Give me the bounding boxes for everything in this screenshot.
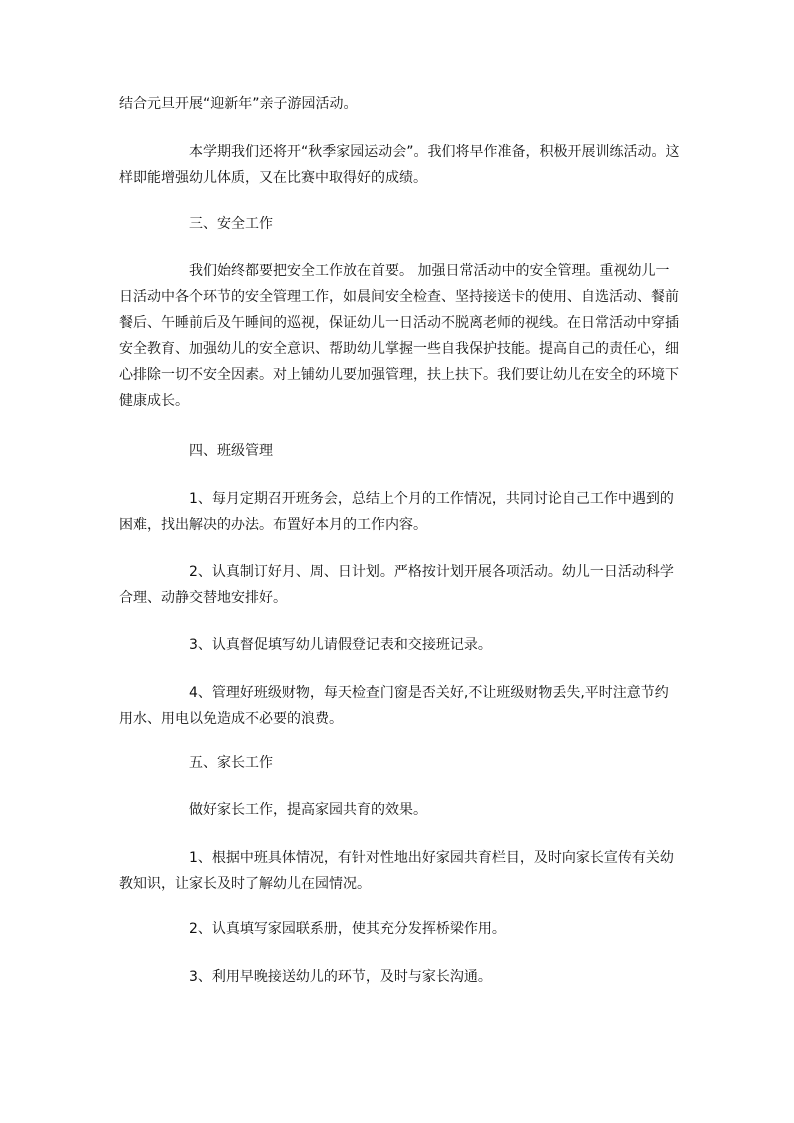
list-item-class-3: 3、认真督促填写幼儿请假登记表和交接班记录。 xyxy=(189,637,492,653)
list-item-class-2: 2、认真制订好月、周、日计划。严格按计划开展各项活动。幼儿一日活动科学合理、动静交替地安排好。 xyxy=(119,564,674,606)
list-item-parents-1: 1、根据中班具体情况，有针对性地出好家园共育栏目，及时向家长宣传有关幼教知识，让家长及时了解幼儿在园情况。 xyxy=(119,850,674,892)
paragraph-parents-intro: 做好家长工作，提高家园共育的效果。 xyxy=(189,802,427,818)
list-item-class-1: 1、每月定期召开班务会，总结上个月的工作情况，共同讨论自己工作中遇到的困难，找出解决的办法。布置好本月的工作内容。 xyxy=(119,491,674,533)
list-item-parents-3: 3、利用早晚接送幼儿的环节，及时与家长沟通。 xyxy=(189,969,492,985)
list-item-parents-2: 2、认真填写家园联系册，使其充分发挥桥梁作用。 xyxy=(189,921,506,937)
paragraph-sports-meet: 本学期我们还将开“秋季家园运动会”。我们将早作准备，积极开展训练活动。这样即能增强幼儿体质，又在比赛中取得好的成绩。 xyxy=(119,144,680,186)
section-heading-safety: 三、安全工作 xyxy=(189,216,273,232)
paragraph-continuation: 结合元旦开展“迎新年”亲子游园活动。 xyxy=(119,96,358,112)
list-item-class-4: 4、管理好班级财物，每天检查门窗是否关好,不让班级财物丢失,平时注意节约用水、用电以免造成不必要的浪费。 xyxy=(119,685,669,727)
paragraph-safety: 我们始终都要把安全工作放在首要。 加强日常活动中的安全管理。重视幼儿一日活动中各个环节的安全管理工作，如晨间安全检查、坚持接送卡的使用、自选活动、餐前餐后、午睡前后及午睡间的巡视，保证幼儿一日活动不脱离老师的视线。在日常活动中穿插安全教育、加强幼儿的安全意识、帮助幼儿掌握一些自我保护技能。提高自己的责任心，细心排除一切不安全因素。对上铺幼儿要加强管理，扶上扶下。我们要让幼儿在安全的环境下健康成长。 xyxy=(119,263,679,409)
section-heading-class-management: 四、班级管理 xyxy=(189,443,273,459)
section-heading-parents: 五、家长工作 xyxy=(189,755,273,771)
